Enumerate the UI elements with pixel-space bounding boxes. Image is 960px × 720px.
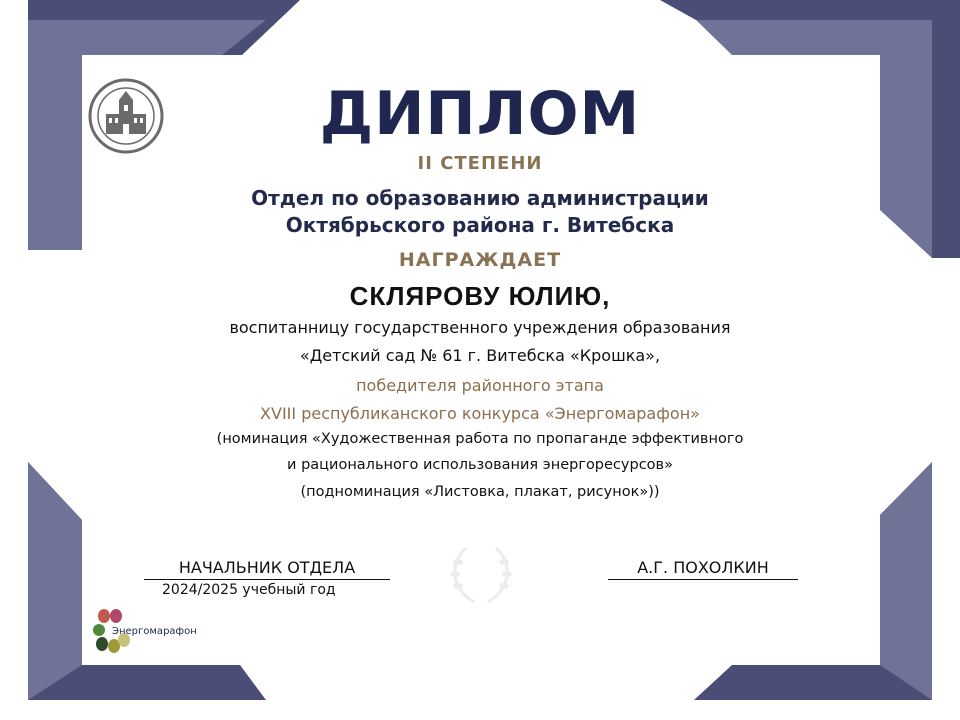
awards-heading: НАГРАЖДАЕТ bbox=[398, 249, 562, 271]
signatory-position: НАЧАЛЬНИК ОТДЕЛА bbox=[144, 558, 390, 580]
body-line-3: победителя районного этапа bbox=[356, 376, 604, 395]
recipient-name: СКЛЯРОВУ ЮЛИЮ, bbox=[349, 281, 611, 311]
diploma-degree: II СТЕПЕНИ bbox=[417, 153, 543, 174]
body-line-7: (подноминация «Листовка, плакат, рисунок»)) bbox=[300, 484, 660, 500]
school-year: 2024/2025 учебный год bbox=[162, 582, 336, 598]
energomarafon-logo-text: Энергомарафон bbox=[112, 626, 197, 637]
signatory-name: А.Г. ПОХОЛКИН bbox=[608, 558, 798, 580]
body-line-6: и рационального использования энергоресурсов» bbox=[287, 457, 673, 473]
laurel-watermark-icon bbox=[436, 540, 526, 610]
issuer-line-1: Отдел по образованию администрации bbox=[251, 186, 709, 210]
body-line-4: XVIII республиканского конкурса «Энергомарафон» bbox=[260, 404, 700, 423]
issuer-line-2: Октябрьского района г. Витебска bbox=[285, 213, 675, 237]
body-line-1: воспитанницу государственного учреждения образования bbox=[229, 318, 731, 337]
diploma-title: ДИПЛОМ bbox=[319, 79, 641, 149]
body-line-2: «Детский сад № 61 г. Витебска «Крошка», bbox=[299, 346, 661, 365]
body-line-5: (номинация «Художественная работа по пропаганде эффективного bbox=[216, 431, 744, 447]
